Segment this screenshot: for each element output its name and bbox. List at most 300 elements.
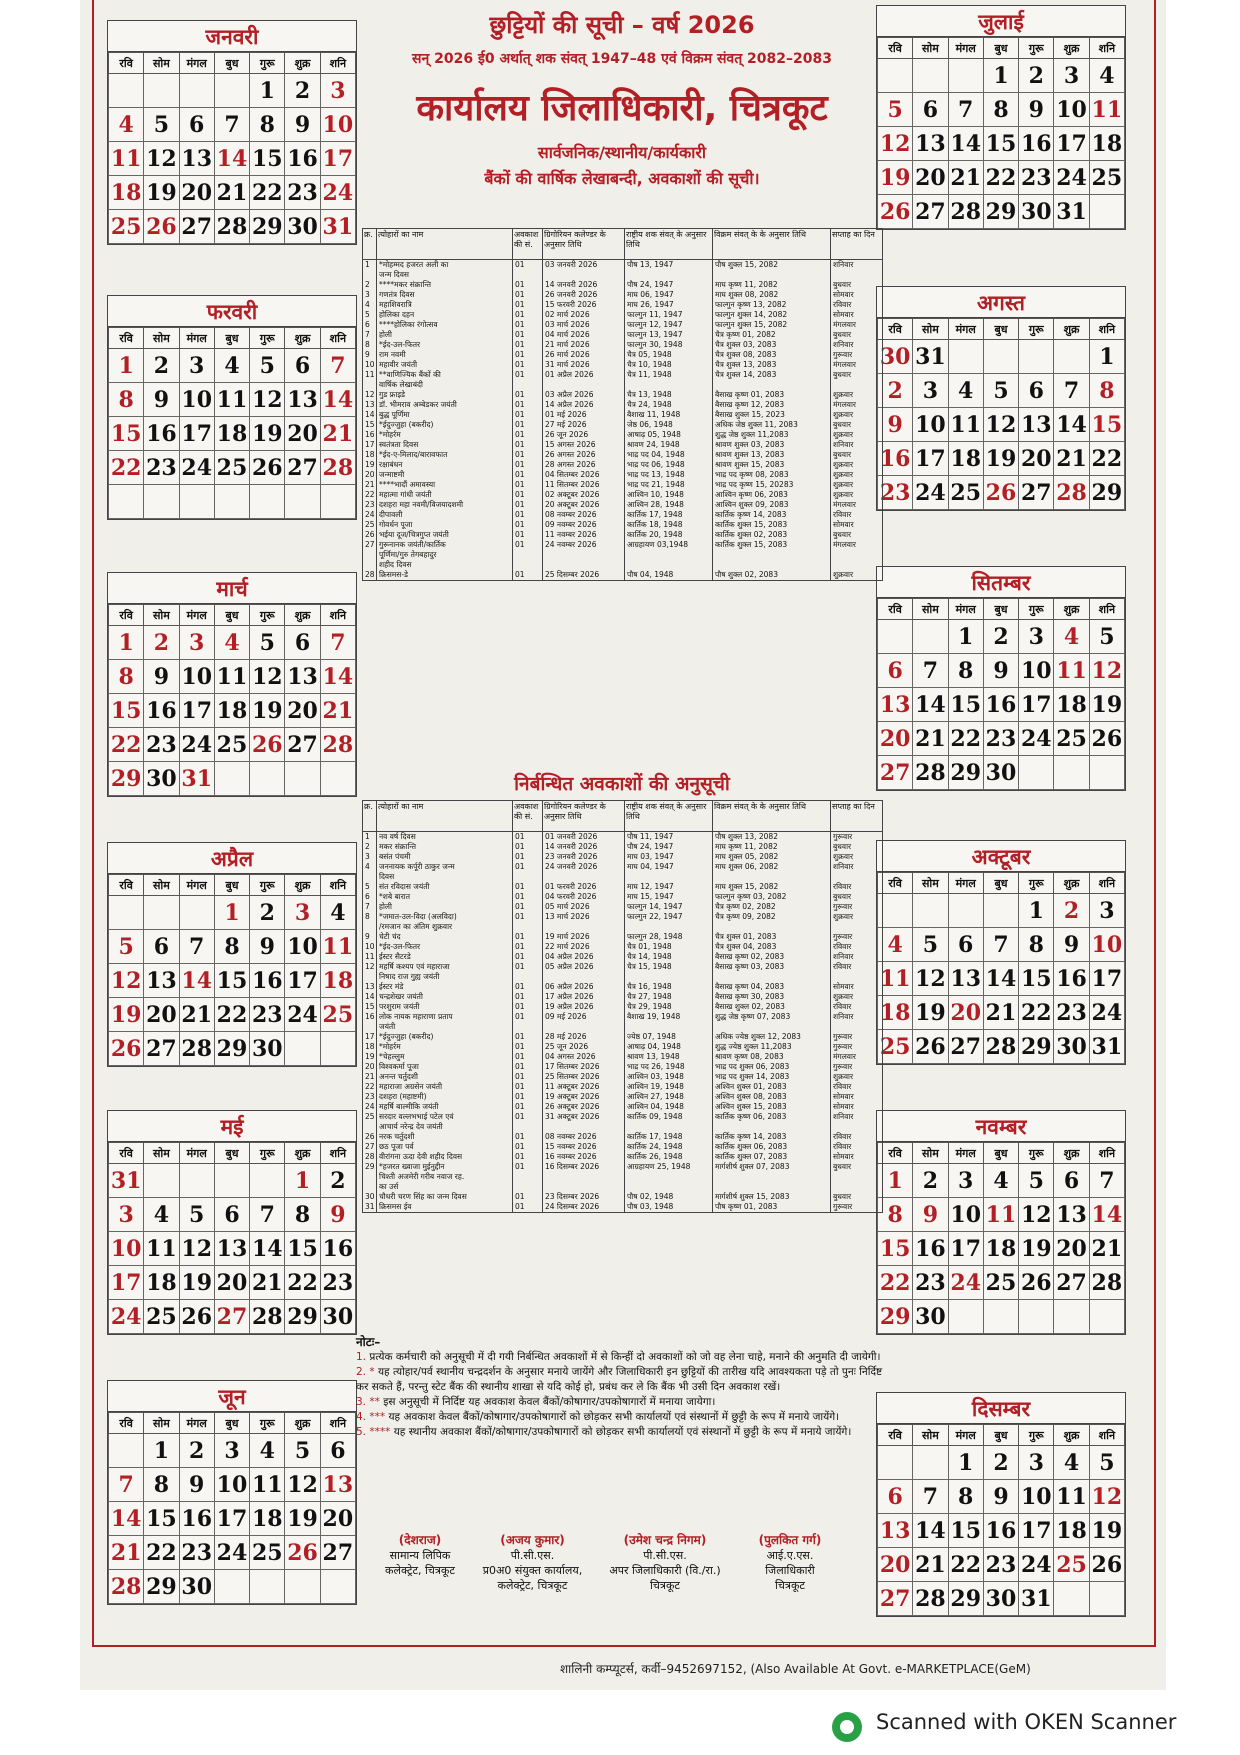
calendar-day bbox=[179, 896, 214, 930]
weekday-header: सोम bbox=[913, 38, 948, 59]
table-row bbox=[363, 390, 883, 400]
weekday-header: रवि bbox=[878, 319, 913, 340]
weekday-header: रवि bbox=[878, 873, 913, 894]
table-cell: 15 नवम्बर 2026 bbox=[543, 1142, 625, 1152]
calendar-day: 13 bbox=[1019, 408, 1054, 442]
table-cell: 01 bbox=[513, 1082, 543, 1092]
calendar-day: 12 bbox=[144, 142, 179, 176]
table-cell: परशुराम जयंती bbox=[377, 1002, 513, 1012]
calendar-day: 22 bbox=[250, 176, 285, 210]
calendar-day: 17 bbox=[948, 1232, 983, 1266]
table-cell: 14 bbox=[363, 992, 377, 1002]
table-cell bbox=[543, 550, 625, 560]
table-cell: चैत्र शुक्ल 04, 2083 bbox=[713, 942, 831, 952]
calendar-day bbox=[109, 896, 144, 930]
table-row bbox=[363, 1152, 883, 1162]
weekday-header: सोम bbox=[144, 875, 179, 896]
table-cell: 01 bbox=[513, 310, 543, 320]
table-row bbox=[363, 550, 883, 560]
calendar-day bbox=[983, 894, 1018, 928]
calendar-day: 20 bbox=[878, 1548, 913, 1582]
table-cell: 11 bbox=[363, 370, 377, 380]
table-row bbox=[363, 1082, 883, 1092]
table-cell: 17 bbox=[363, 440, 377, 450]
weekday-header: सोम bbox=[913, 599, 948, 620]
month-name: मार्च bbox=[108, 573, 356, 604]
month-calendar bbox=[876, 5, 1126, 230]
table-cell bbox=[713, 380, 831, 390]
table-cell: 15 bbox=[363, 1002, 377, 1012]
table-cell: फाल्गुन 14, 1947 bbox=[625, 902, 713, 912]
table-cell: बुधवार bbox=[831, 892, 883, 902]
calendar-day: 18 bbox=[983, 1232, 1018, 1266]
table-cell bbox=[543, 1172, 625, 1182]
table-cell: 01 bbox=[513, 1192, 543, 1202]
calendar-day: 23 bbox=[1054, 996, 1089, 1030]
table-header-cell: क्र. bbox=[363, 801, 377, 832]
table-cell bbox=[543, 380, 625, 390]
table-cell: अनन्त चर्तुदशी bbox=[377, 1072, 513, 1082]
table-cell bbox=[831, 560, 883, 570]
calendar-day: 28 bbox=[1054, 476, 1089, 510]
calendar-day: 28 bbox=[179, 1032, 214, 1066]
calendar-day: 12 bbox=[179, 1232, 214, 1266]
table-cell bbox=[625, 380, 713, 390]
calendar-day: 23 bbox=[144, 728, 179, 762]
table-cell bbox=[625, 1182, 713, 1192]
calendar-day bbox=[913, 894, 948, 928]
table-cell: 26 अगस्त 2026 bbox=[543, 450, 625, 460]
table-cell bbox=[713, 1022, 831, 1032]
table-cell: बैसाख शुक्ल 15, 2023 bbox=[713, 410, 831, 420]
table-cell: चैत्र 27, 1948 bbox=[625, 992, 713, 1002]
calendar-day: 30 bbox=[913, 1300, 948, 1334]
calendar-day: 28 bbox=[250, 1300, 285, 1334]
table-cell: भाद्र पद 13, 1948 bbox=[625, 470, 713, 480]
table-row bbox=[363, 972, 883, 982]
table-row bbox=[363, 932, 883, 942]
weekday-header: शनि bbox=[320, 1143, 355, 1164]
calendar-day bbox=[320, 1032, 355, 1066]
weekday-header: रवि bbox=[109, 53, 144, 74]
table-cell bbox=[713, 972, 831, 982]
calendar-day: 29 bbox=[878, 1300, 913, 1334]
table-header-cell: क्र. bbox=[363, 229, 377, 260]
table-cell bbox=[625, 1122, 713, 1132]
table-row bbox=[363, 952, 883, 962]
table-header-cell: विक्रम संवत् के के अनुसार तिथि bbox=[713, 801, 831, 832]
table-cell: बैशाख 19, 1948 bbox=[625, 1012, 713, 1022]
weekday-header: शुक्र bbox=[1054, 1425, 1089, 1446]
calendar-day: 30 bbox=[144, 762, 179, 796]
calendar-day: 11 bbox=[109, 142, 144, 176]
calendar-day: 9 bbox=[1054, 928, 1089, 962]
table-cell bbox=[513, 1182, 543, 1192]
table-row bbox=[363, 510, 883, 520]
calendar-day: 13 bbox=[913, 127, 948, 161]
table-cell: 4 bbox=[363, 862, 377, 872]
weekday-header: शनि bbox=[320, 53, 355, 74]
calendar-day: 7 bbox=[913, 1480, 948, 1514]
calendar-day: 27 bbox=[1019, 476, 1054, 510]
calendar-day: 18 bbox=[250, 1502, 285, 1536]
calendar-day bbox=[320, 1570, 355, 1604]
table-cell: बैसाख कृष्ण 30, 2083 bbox=[713, 992, 831, 1002]
note-item bbox=[356, 1425, 886, 1440]
table-cell: 09 मई 2026 bbox=[543, 1012, 625, 1022]
table-cell: ****मकर संक्रान्ति bbox=[377, 280, 513, 290]
calendar-day: 2 bbox=[878, 374, 913, 408]
note-text: यह त्योहार/पर्व स्थानीय चन्द्रदर्शन के अनुसार मनाये जायेंगे और जिलाधिकारी इन छुट्टियों की तारीख यदि आवश्यकता पड़े तो पुनः निर्दिष्ट कर सकते हैं, परन्तु स्टेट बैंक की स्थानीय शाखा से यदि कोई हो, प्रबंध कर ले कि बैंक भी उसी दिन अवकाश रखें। bbox=[356, 1366, 883, 1393]
table-cell: बसंत पंचमी bbox=[377, 852, 513, 862]
calendar-day: 8 bbox=[109, 383, 144, 417]
calendar-day: 6 bbox=[179, 108, 214, 142]
calendar-day: 21 bbox=[320, 694, 355, 728]
calendar-day: 13 bbox=[285, 383, 320, 417]
calendar-day: 11 bbox=[214, 660, 249, 694]
calendar-day: 14 bbox=[913, 688, 948, 722]
table-cell: सोमवार bbox=[831, 520, 883, 530]
calendar-day bbox=[1089, 195, 1124, 229]
table-cell bbox=[513, 560, 543, 570]
calendar-day: 7 bbox=[948, 93, 983, 127]
table-row bbox=[363, 922, 883, 932]
calendar-day bbox=[983, 340, 1018, 374]
calendar-day: 20 bbox=[913, 161, 948, 195]
calendar-day: 31 bbox=[179, 762, 214, 796]
calendar-day: 5 bbox=[144, 108, 179, 142]
calendar-day bbox=[983, 1300, 1018, 1334]
calendar-day: 16 bbox=[320, 1232, 355, 1266]
calendar-day: 5 bbox=[1019, 1164, 1054, 1198]
calendar-day: 12 bbox=[1089, 1480, 1124, 1514]
table-cell: 20 bbox=[363, 470, 377, 480]
table-cell: गुरूवार bbox=[831, 1202, 883, 1213]
table-cell: 01 bbox=[513, 912, 543, 922]
table-cell: गुरूवार bbox=[831, 1042, 883, 1052]
table-cell: 01 bbox=[513, 390, 543, 400]
table-row bbox=[363, 570, 883, 581]
calendar-day: 15 bbox=[878, 1232, 913, 1266]
table-cell: चिश्ती अजमेरी गरीब नवाज रह. bbox=[377, 1172, 513, 1182]
calendar-day: 2 bbox=[179, 1434, 214, 1468]
calendar-day: 28 bbox=[913, 756, 948, 790]
table-cell: 01 bbox=[513, 540, 543, 550]
calendar-day: 21 bbox=[109, 1536, 144, 1570]
table-cell: मंगलवार bbox=[831, 540, 883, 550]
weekday-header: रवि bbox=[109, 875, 144, 896]
month-name: मई bbox=[108, 1111, 356, 1142]
calendar-day: 23 bbox=[285, 176, 320, 210]
table-cell: 28 bbox=[363, 1152, 377, 1162]
calendar-day: 26 bbox=[1089, 722, 1124, 756]
calendar-day: 25 bbox=[948, 476, 983, 510]
table-cell: बुधवार bbox=[831, 450, 883, 460]
calendar-day: 3 bbox=[285, 896, 320, 930]
calendar-day bbox=[144, 485, 179, 519]
table-cell: सोमवार bbox=[831, 310, 883, 320]
table-cell: बुद्ध पूर्णिमा bbox=[377, 410, 513, 420]
table-cell: 4 bbox=[363, 300, 377, 310]
calendar-day: 9 bbox=[144, 383, 179, 417]
calendar-day: 26 bbox=[179, 1300, 214, 1334]
calendar-day: 19 bbox=[144, 176, 179, 210]
calendar-day: 7 bbox=[913, 654, 948, 688]
calendar-day: 3 bbox=[179, 349, 214, 383]
calendar-day: 5 bbox=[250, 626, 285, 660]
note-item bbox=[356, 1350, 886, 1365]
table-cell: बैसाख कृष्ण 12, 2083 bbox=[713, 400, 831, 410]
signature-block bbox=[730, 1533, 850, 1593]
calendar-day: 2 bbox=[983, 620, 1018, 654]
table-cell: 01 bbox=[513, 1042, 543, 1052]
table-row bbox=[363, 300, 883, 310]
public-holidays-table-wrap bbox=[362, 228, 883, 581]
calendar-day: 8 bbox=[109, 660, 144, 694]
table-cell: भाद्र पद शुक्ल 06, 2083 bbox=[713, 1062, 831, 1072]
table-cell: ****भादौं अमावस्या bbox=[377, 480, 513, 490]
calendar-day: 25 bbox=[1054, 1548, 1089, 1582]
table-cell: 05 अप्रैल 2026 bbox=[543, 962, 625, 972]
table-cell: गुरूवार bbox=[831, 1062, 883, 1072]
calendar-day: 14 bbox=[1054, 408, 1089, 442]
weekday-header: गुरू bbox=[1019, 1143, 1054, 1164]
calendar-day bbox=[913, 59, 948, 93]
table-cell: सोमवार bbox=[831, 982, 883, 992]
table-cell: 14 अप्रैल 2026 bbox=[543, 400, 625, 410]
calendar-day: 18 bbox=[1054, 1514, 1089, 1548]
calendar-day: 15 bbox=[214, 964, 249, 998]
table-cell: 17 bbox=[363, 1032, 377, 1042]
table-cell: 01 bbox=[513, 892, 543, 902]
calendar-day: 18 bbox=[214, 694, 249, 728]
weekday-header: शनि bbox=[1089, 1425, 1124, 1446]
calendar-day bbox=[1054, 1582, 1089, 1616]
calendar-day: 14 bbox=[109, 1502, 144, 1536]
table-cell: 21 मार्च 2026 bbox=[543, 340, 625, 350]
calendar-day: 21 bbox=[983, 996, 1018, 1030]
calendar-day: 24 bbox=[1089, 996, 1124, 1030]
table-cell: 1 bbox=[363, 260, 377, 271]
table-cell: शनिवार bbox=[831, 862, 883, 872]
calendar-day: 26 bbox=[250, 451, 285, 485]
table-row bbox=[363, 1162, 883, 1172]
table-cell: 01 bbox=[513, 420, 543, 430]
table-cell: 01 bbox=[513, 1072, 543, 1082]
table-cell: माघ शुक्ल 06, 2082 bbox=[713, 862, 831, 872]
table-cell: नव वर्ष दिवस bbox=[377, 832, 513, 843]
table-cell: रक्षाबंधन bbox=[377, 460, 513, 470]
table-cell: 27 मई 2026 bbox=[543, 420, 625, 430]
calendar-day: 17 bbox=[320, 142, 355, 176]
calendar-day: 8 bbox=[948, 654, 983, 688]
calendar-day: 7 bbox=[320, 626, 355, 660]
signature-line2: प्र0अ0 संयुक्त कार्यालय, bbox=[482, 1564, 583, 1577]
table-cell: चैत्र 10, 1948 bbox=[625, 360, 713, 370]
table-cell: *मोहम्मद हजरत अली का bbox=[377, 260, 513, 271]
calendar-day: 9 bbox=[983, 1480, 1018, 1514]
calendar-day bbox=[948, 59, 983, 93]
table-cell: फाल्गुन 12, 1947 bbox=[625, 320, 713, 330]
table-cell: डॉ. भीमराव अम्बेडकर जयंती bbox=[377, 400, 513, 410]
table-cell: फाल्गुन 11, 1947 bbox=[625, 310, 713, 320]
table-cell: दिवस bbox=[377, 872, 513, 882]
table-row bbox=[363, 360, 883, 370]
calendar-day: 7 bbox=[250, 1198, 285, 1232]
calendar-day: 3 bbox=[109, 1198, 144, 1232]
table-row bbox=[363, 350, 883, 360]
calendar-day: 5 bbox=[1089, 1446, 1124, 1480]
calendar-day: 24 bbox=[179, 728, 214, 762]
calendar-day: 28 bbox=[320, 451, 355, 485]
calendar-day: 20 bbox=[878, 722, 913, 756]
calendar-day: 27 bbox=[214, 1300, 249, 1334]
table-cell: क्रिसमस-डे bbox=[377, 570, 513, 581]
table-cell: 5 bbox=[363, 310, 377, 320]
table-cell: शहीद दिवस bbox=[377, 560, 513, 570]
table-row bbox=[363, 1142, 883, 1152]
calendar-day: 10 bbox=[109, 1232, 144, 1266]
calendar-day: 31 bbox=[1089, 1030, 1124, 1064]
calendar-day: 25 bbox=[109, 210, 144, 244]
calendar-day: 13 bbox=[1054, 1198, 1089, 1232]
table-cell: 01 bbox=[513, 852, 543, 862]
calendar-day: 23 bbox=[179, 1536, 214, 1570]
table-cell: माघ 15, 1947 bbox=[625, 892, 713, 902]
table-cell: बुधवार bbox=[831, 370, 883, 380]
table-cell: शुक्रवार bbox=[831, 1072, 883, 1082]
table-cell: पौष कृष्ण 01, 2083 bbox=[713, 1202, 831, 1213]
table-row bbox=[363, 450, 883, 460]
table-cell: बुधवार bbox=[831, 330, 883, 340]
table-cell bbox=[363, 550, 377, 560]
table-cell: 26 जनवरी 2026 bbox=[543, 290, 625, 300]
calendar-day bbox=[1089, 1300, 1124, 1334]
table-cell: 25 bbox=[363, 520, 377, 530]
calendar-day: 21 bbox=[214, 176, 249, 210]
table-cell: आग्रहायण 25, 1948 bbox=[625, 1162, 713, 1172]
weekday-header: शुक्र bbox=[285, 328, 320, 349]
weekday-header: बुध bbox=[214, 1143, 249, 1164]
table-cell: 01 bbox=[513, 1132, 543, 1142]
calendar-day: 21 bbox=[1089, 1232, 1124, 1266]
calendar-day: 21 bbox=[948, 161, 983, 195]
table-cell: ईस्टर मंडे bbox=[377, 982, 513, 992]
table-cell bbox=[363, 1182, 377, 1192]
calendar-day: 9 bbox=[983, 654, 1018, 688]
signature-name: (पुलकित गर्ग) bbox=[758, 1533, 822, 1547]
calendar-day bbox=[285, 762, 320, 796]
table-row bbox=[363, 500, 883, 510]
table-cell: 24 जनवरी 2026 bbox=[543, 862, 625, 872]
calendar-day: 5 bbox=[878, 93, 913, 127]
table-cell: 03 जनवरी 2026 bbox=[543, 260, 625, 271]
table-cell: चैत्र कृष्ण 02, 2082 bbox=[713, 902, 831, 912]
calendar-day: 8 bbox=[1019, 928, 1054, 962]
weekday-header: शुक्र bbox=[1054, 599, 1089, 620]
calendar-day: 3 bbox=[320, 74, 355, 108]
calendar-day: 11 bbox=[878, 962, 913, 996]
calendar-day: 2 bbox=[1019, 59, 1054, 93]
table-cell: निषाद राज गुह्य जयंती bbox=[377, 972, 513, 982]
table-cell: चन्द्रशेखर जयंती bbox=[377, 992, 513, 1002]
table-cell: 31 bbox=[363, 1202, 377, 1213]
table-row bbox=[363, 1002, 883, 1012]
table-cell: बैसाख कृष्ण 03, 2083 bbox=[713, 962, 831, 972]
weekday-header: रवि bbox=[878, 1143, 913, 1164]
calendar-day: 25 bbox=[1089, 161, 1124, 195]
calendar-day: 8 bbox=[1089, 374, 1124, 408]
table-cell: मंगलवार bbox=[831, 400, 883, 410]
table-cell: 21 bbox=[363, 1072, 377, 1082]
table-cell: माघ शुक्ल 05, 2082 bbox=[713, 852, 831, 862]
signature-line2: जिलाधिकारी bbox=[765, 1564, 815, 1577]
calendar-day: 24 bbox=[109, 1300, 144, 1334]
table-cell: रविवार bbox=[831, 1142, 883, 1152]
table-cell: शुक्रवार bbox=[831, 912, 883, 922]
note-marker: 5. **** bbox=[356, 1426, 391, 1438]
weekday-header: मंगल bbox=[179, 1413, 214, 1434]
calendar-day: 23 bbox=[1019, 161, 1054, 195]
calendar-day bbox=[179, 74, 214, 108]
calendar-day bbox=[250, 485, 285, 519]
calendar-day bbox=[878, 59, 913, 93]
table-cell: 01 bbox=[513, 570, 543, 581]
table-row bbox=[363, 520, 883, 530]
month-name: नवम्बर bbox=[877, 1111, 1125, 1142]
calendar-day: 24 bbox=[285, 998, 320, 1032]
table-row bbox=[363, 882, 883, 892]
table-cell: फाल्गुन 13, 1947 bbox=[625, 330, 713, 340]
weekday-header: मंगल bbox=[179, 53, 214, 74]
table-row bbox=[363, 480, 883, 490]
calendar-day: 27 bbox=[179, 210, 214, 244]
table-row bbox=[363, 1042, 883, 1052]
calendar-day: 4 bbox=[214, 349, 249, 383]
table-cell: 1 bbox=[363, 832, 377, 843]
calendar-day: 5 bbox=[109, 930, 144, 964]
weekday-header: सोम bbox=[144, 1143, 179, 1164]
calendar-day: 31 bbox=[320, 210, 355, 244]
calendar-day bbox=[250, 762, 285, 796]
table-cell bbox=[831, 922, 883, 932]
month-calendar bbox=[107, 1380, 357, 1605]
table-cell: महावीर जयंती bbox=[377, 360, 513, 370]
table-cell: महर्षि बाल्मीकि जयंती bbox=[377, 1102, 513, 1112]
calendar-day: 24 bbox=[320, 176, 355, 210]
weekday-header: शनि bbox=[1089, 599, 1124, 620]
table-cell: कार्तिक 17, 1948 bbox=[625, 510, 713, 520]
table-cell: 31 मार्च 2026 bbox=[543, 360, 625, 370]
table-cell: आग्रहायण 03,1948 bbox=[625, 540, 713, 550]
table-cell: आश्विन 28, 1948 bbox=[625, 500, 713, 510]
calendar-day: 11 bbox=[320, 930, 355, 964]
calendar-day: 10 bbox=[948, 1198, 983, 1232]
samvat-line: सन् 2026 ई0 अर्थात् शक संवत् 1947–48 एवं विक्रम संवत् 2082–2083 bbox=[412, 51, 832, 67]
calendar-day: 15 bbox=[1089, 408, 1124, 442]
calendar-day bbox=[109, 485, 144, 519]
table-cell: चैत्र शुक्ल 01, 2083 bbox=[713, 932, 831, 942]
table-cell: बुधवार bbox=[831, 280, 883, 290]
calendar-day: 13 bbox=[878, 1514, 913, 1548]
calendar-day: 2 bbox=[285, 74, 320, 108]
table-row bbox=[363, 460, 883, 470]
calendar-day: 12 bbox=[878, 127, 913, 161]
table-cell: 01 मई 2026 bbox=[543, 410, 625, 420]
weekday-header: गुरू bbox=[250, 1143, 285, 1164]
table-cell bbox=[363, 972, 377, 982]
weekday-header: गुरू bbox=[1019, 38, 1054, 59]
